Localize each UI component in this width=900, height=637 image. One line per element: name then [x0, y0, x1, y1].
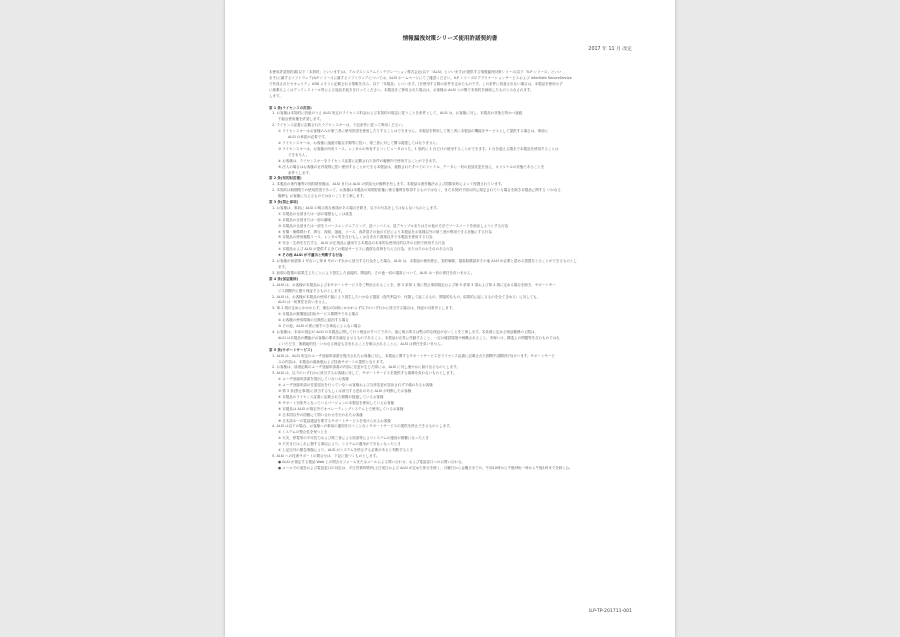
- article-heading: 第 3 条(禁止事項): [269, 200, 299, 205]
- clause-line: ます。: [278, 265, 289, 269]
- clause-line: ALSI は本製品の機能がお客様の要求を満足させるものであること、本製品が正常に作動すること、一定の確認環境や稼働されること、実稼いけ、構造上の問題等を含むものではな: [278, 335, 560, 340]
- clause-line: ④ お客様は、ライセンスキーをライセンス証書に記載された条件の範囲内で使用することができます。: [278, 158, 439, 163]
- clause-line: 1. お客様は本契約に同意のうえ ALSI 所定のライセンス料金および本契約の規定に従うことを条件として、ALSI は、お客様に対し、本製品の非独占的かつ譲渡: [272, 111, 523, 116]
- document-title: 情報漏洩対策シリーズ使用許諾契約書: [402, 36, 498, 42]
- clause-line: ③ 本製品の全部または一部をリバースエンジニアリング、逆コンパイル、逆アセンブルまたはその他の方法でソースコードを抽出しようとする行為: [278, 223, 509, 228]
- clause-line: ① システムの整合性を保つとき: [278, 430, 328, 435]
- article-heading: 第 4 条(保証範囲): [269, 276, 299, 281]
- intro-line: 本使用許諾契約書(以下「本契約」といいます)は、アルプスシステムインテグレーション株式会社(以下「ALSI」といいます)が提供する情報漏洩対策シリーズ(以下「ILP シリーズ」といい: [269, 70, 562, 74]
- clause-line: ALSI は一切責任を負いません。: [278, 300, 329, 305]
- clause-line: 1. ALSI は、ALSI 所定のユーザ登録申請書を提出されたお客様に対し、本製品に関するサポートサービスをライセンス証書に記載された期間中(期限年内)行います。サポートサービ: [272, 353, 556, 358]
- clause-line: ② ユーザ登録申請の変更届出を行っていないお客様および当該変更が届出されず不備のあるお客様: [278, 383, 433, 388]
- revision-date: 2017 年 11 月 改定: [588, 47, 632, 52]
- clause-line: 条件とします。: [288, 170, 313, 175]
- clause-line: ⑥ 本製品は ALSI が指定外でオペレーティングシステム上で使用しているお客様: [278, 406, 404, 411]
- article-heading: 第 5 条(サポートサービス): [269, 347, 313, 352]
- clause-line: スの内容は、本製品の最新版および技術サポートの提供となります。: [278, 359, 387, 364]
- clause-line: ビス期間内に限り保証するものとします。: [278, 288, 345, 293]
- document-body: [269, 70, 633, 472]
- clause-line: ④ 上記以外の緊急事態により、ALSI がシステムを停止する必要があると判断するとき: [278, 448, 414, 453]
- clause-line: ③ ライセンスキーは、お客様の所有リース、レンタルの所有するコンピュータのうち、1 契約に 1 台だけの使用することができます。1 台を超える端末で本製品を使用することは: [278, 146, 559, 151]
- clauses: [269, 106, 633, 472]
- clause-line: 1. お客様は、事前に ALSI の明示的な承諾がある場合を除き、以下の行為をしてはならないものとします。: [272, 205, 440, 210]
- clause-line: ④ 有償・無償問わず、貸与、再販、譲渡、リース、再許諾その他の方法により本製品をお客様以外の第三者が利用できる状態にする行為: [278, 229, 492, 234]
- clause-line: 3. 前項の措置の結果生じたことにより発生した直接的、間接的、その他一切の損害について、ALSI は一切の責任を負いません。: [272, 270, 475, 275]
- clause-line: 5. ALSI への技術サポートの問合せは、下記に基づくものとします。: [272, 454, 380, 458]
- clause-line: 3. 第 1 項の定めにかかわらず、理由の如何にかかわらず以下のいずれかに該当する場合は、保証の対象外とします。: [272, 306, 456, 311]
- clause-line: 2. ALSI は、お客様が本製品の使用不能により発生したいかなる損害（逸失利益や、付随して起こるもの、間接的なもの、結果的に起こるものを全て含める）に対しても、: [272, 294, 541, 299]
- clause-line: ⑤ 本製品の使用権限リース、レンタル等を含むもしくは含まれた環境以外で本製品を使用する行為: [278, 235, 433, 240]
- intro-line: します。: [269, 93, 283, 98]
- clause-line: ② 火災、停電等の不可抗力および第三者による妨害等によりシステムの運用が困難になったとき: [278, 436, 429, 441]
- clause-line: ② 本製品の全部または一部の翻案: [278, 217, 332, 222]
- document-code: ILP-TP-201711-001: [589, 609, 632, 614]
- clause-line: ① ユーザ登録申請書を提出していないお客様: [278, 377, 349, 382]
- clause-line: できません。: [288, 152, 310, 157]
- document-page: [225, 0, 675, 637]
- intro-paragraph: [269, 70, 633, 100]
- clause-line: ● メールでの返答および電話窓口の対応は、平日営業時間内(土日祝日および ALSI が定めた休日を除く、月曜日から金曜日までの、午前10時から午後5時(一時から午後1時までを除く))。: [278, 465, 573, 470]
- clause-line: 4. ALSI は以下の場合、お客様への事前の通知を行うことなくサポートサービスの提供を停止できるものとします。: [272, 424, 453, 429]
- clause-line: ③ 第 3 条(禁止事項)に該当するもしくは該当する恐れのある ALSI が判断したお客様: [278, 389, 412, 394]
- clause-line: ● ALSI が指定する製品 Web 上の問合せフォームまたはメールによる問い合わせ、および電話窓口へのお問い合わせ。: [278, 459, 465, 464]
- clause-line: 1. 本製品の著作権等の知的財産権は、ALSI または ALSI の供給元が権利を有します。本製品は著作権法および国際条約によって保護されています。: [272, 182, 505, 187]
- article-heading: 第 2 条(知的財産権): [269, 176, 302, 181]
- clause-line: ⑦ 本製品および ALSI が提供する全ての製品サービスに過度な負荷を与える行為、またはそのおそれのある行為: [278, 247, 454, 252]
- clause-line: ② お客様の使用環境の互換性に起因する場合: [278, 318, 349, 323]
- clause-line: 1. ALSI は、お客様が本製品および本サポートサービスをご利用されることを、第 3 条第 1 項に禁止事項規定および第 5 条第 3 項および第 4 項に定める場合を除き、サポートサー: [272, 282, 556, 287]
- clause-line: ④ 本製品のライセンス証書に記載された期間が経過しているお客様: [278, 394, 384, 399]
- clause-line: 4. お客様は、本条の規定が ALSI の本製品に関して行う保証のすべてであり、他に明示的又は黙示的な保証がないことを了承します。本条項に定める保証範囲の上限は、: [272, 329, 538, 334]
- clause-line: ③ その他、ALSI の責に帰すべき事由によらない場合: [278, 324, 361, 329]
- clause-line: 2. お客様は、前項記載のユーザ登録申請書の内容に変更が生じた際には、ALSI に対し速やかに届け出るものとします。: [272, 365, 460, 370]
- clause-line: ALSI の承諾が必要です。: [288, 135, 328, 140]
- clause-line: ③ 天災またはこれに類する事由により、システムの運用ができなくなったとき: [278, 442, 401, 447]
- clause-line: 不能な使用権を許諾します。: [278, 117, 324, 122]
- clause-line: ⑦ 日本国以外の国籍にて問い合わせを行われたお客様: [278, 412, 363, 417]
- clause-line: 2. ライセンス証書に記載されたライセンスキーは、下記条件に従って利用ください。: [272, 123, 406, 128]
- clause-line: ① ライセンスキーはお客様のみが第三者に使用許諾を使用したりすることはできません。本製品を利用して第三者に本製品の機能をサービスとして提供する場合は、事前に: [278, 129, 549, 134]
- article-heading: 第 1 条(ライセンスの許諾): [269, 105, 312, 110]
- intro-line: で作成されたセキュリティ USB メモリに記載される情報を含み、以下「本製品」といいます。)を使用する際の条件を定めたものです。この条件に同意されない場合は、本製品を使用せず: [269, 81, 563, 86]
- clause-line: ⑤ サポート対象外となっているバージョンの本製品を使用しているお客様: [278, 400, 395, 405]
- clause-line: 権利も お客様に与えるものではないことを了承します。: [278, 194, 367, 199]
- clause-line: くいただき、無瑕疵的性・いかなる保証も含まれることを明示されることに、ALSI は責任を負いません。: [278, 341, 445, 346]
- clause-line: ⑥ 安全・生命を左右する、ALSI が正規品に適用する本製品の本来的な使用目的以外の目的で使用する行為: [278, 241, 445, 246]
- intro-line: ます)に属するソフトウェア(ILP シリーズに属するソフトウェアについては、ALSI ホームページにてご確認ください。ILP シリーズのアプリケーションサービスおよび InterSafe SecureDevice: [269, 75, 572, 80]
- clause-line: ① 本製品の全部または一部の複製もしくは改造: [278, 211, 353, 216]
- intro-line: に破棄もしくはアンインストール等による返品手続きを行ってください。本製品をご使用された場合は、お客様は ALSI との間で本契約を締結したものとみなされます。: [269, 87, 534, 92]
- clause-line: 3. ALSI は、以下のいずれかに該当するお客様に対して、サポートサービスを提供する義務を負わないものとします。: [272, 371, 457, 376]
- clause-line: ⑧ その他 ALSI が不適当と判断する行為: [278, 253, 343, 258]
- clause-line: 2. 本契約は無期限での使用許諾であって、お客様は本製品の知的財産権に係る権利を取得するものではなく、また本契約で明示的に規定されている場合を除き本製品に関する いかなる: [272, 188, 561, 193]
- clause-line: ⑤ 法人の場合はお客様の社内規則に従い使用することができる本製品は、複数されたすべてのファイル、データに一切の追加変更を加え、オリジナルの状態であることを: [278, 164, 545, 169]
- clause-line: 2. お客様が前項第 1 号ないし第 8 号のいずれかに該当する行為をした場合、ALSI は、本製品の使用停止、契約解除、損害賠償請求その他 ALSI が必要と認める措置をとることができるものとし: [272, 259, 577, 264]
- clause-line: ⑧ 日本語ネーの電話通話を要するサポートサービスを受けられるお客様: [278, 418, 391, 423]
- clause-line: ② ライセンスキーは、お客様に譲渡可能な手順等に従い、第三者に対して開示複製してはなりません。: [278, 140, 440, 145]
- clause-line: ① 本製品の無償版(試用)サービス期間中である場合: [278, 312, 359, 317]
